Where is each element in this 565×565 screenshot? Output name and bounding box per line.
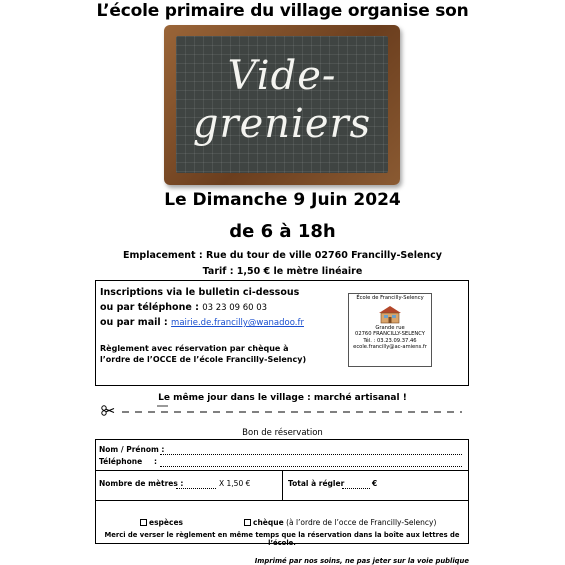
- reservation-form: [95, 439, 469, 547]
- total-field[interactable]: [342, 488, 370, 489]
- telephone-label: Téléphone: [99, 457, 143, 466]
- info-box: [95, 280, 469, 386]
- total-label: Total à régler: [288, 479, 345, 488]
- total-currency: €: [372, 479, 378, 488]
- especes-option[interactable]: espèces: [140, 518, 183, 527]
- metres-field[interactable]: [176, 488, 216, 489]
- nom-field[interactable]: [160, 454, 462, 455]
- mail-line: [100, 317, 304, 328]
- school-house-icon: [377, 304, 403, 324]
- metres-label: Nombre de mètres :: [99, 479, 184, 488]
- form-row-metres: [95, 470, 469, 501]
- cut-line: [100, 404, 465, 416]
- chalkboard-image: [164, 25, 400, 185]
- scissors-icon: [102, 406, 114, 415]
- school-street: Grande rue: [375, 324, 405, 331]
- payment-note: Règlement avec réservation par chèque à l’ordre de l’OCCE de l’école Francilly-Selency): [100, 344, 307, 364]
- phone-number: 03 23 09 60 03: [202, 303, 268, 313]
- cheque-option[interactable]: chèque (à l’ordre de l’occe de Francilly-Selency): [244, 518, 436, 527]
- event-hours: de 6 à 18h: [229, 221, 336, 242]
- cheque-detail: (à l’ordre de l’occe de Francilly-Selency): [286, 518, 437, 527]
- chalkboard-text-line1: Vide-: [227, 53, 337, 99]
- school-tel: Tél. : 03.23.09.37.46: [363, 337, 417, 344]
- telephone-field[interactable]: [160, 466, 462, 467]
- school-name: École de Francilly-Selency: [356, 295, 424, 301]
- school-city: 02760 FRANCILLY-SELENCY: [355, 331, 425, 337]
- phone-label: ou par téléphone :: [100, 302, 199, 313]
- footer-note: Imprimé par nos soins, ne pas jeter sur la voie publique: [254, 557, 469, 565]
- metres-price: X 1,50 €: [219, 479, 251, 488]
- event-date: Le Dimanche 9 Juin 2024: [164, 190, 401, 210]
- chalkboard-surface: [176, 36, 388, 173]
- especes-checkbox[interactable]: [140, 519, 147, 526]
- telephone-colon: :: [154, 457, 157, 466]
- event-location: Emplacement : Rue du tour de ville 02760 Francilly-Selency: [123, 250, 442, 261]
- phone-line: [100, 302, 267, 313]
- chalkboard-text-line2: greniers: [192, 101, 372, 147]
- headline: L’école primaire du village organise son: [96, 1, 469, 21]
- cheque-checkbox[interactable]: [244, 519, 251, 526]
- same-day-notice: Le même jour dans le village : marché artisanal !: [158, 393, 407, 403]
- form-row-payment: [95, 500, 469, 547]
- inscriptions-text: Inscriptions via le bulletin ci-dessous: [100, 287, 300, 298]
- school-contact-card: [348, 293, 432, 367]
- bon-title: Bon de réservation: [242, 428, 323, 438]
- school-email: ecole.francilly@ac-amiens.fr: [353, 344, 427, 350]
- mail-link[interactable]: mairie.de.francilly@wanadoo.fr: [171, 318, 304, 328]
- form-row-identity: [95, 439, 469, 471]
- form-note: Merci de verser le règlement en même temps que la réservation dans la boîte aux lettres de l’école.: [104, 531, 460, 547]
- mail-label: ou par mail :: [100, 317, 168, 328]
- event-tarif: Tarif : 1,50 € le mètre linéaire: [202, 266, 363, 277]
- nom-label: Nom / Prénom :: [99, 445, 165, 454]
- form-divider: [282, 471, 283, 500]
